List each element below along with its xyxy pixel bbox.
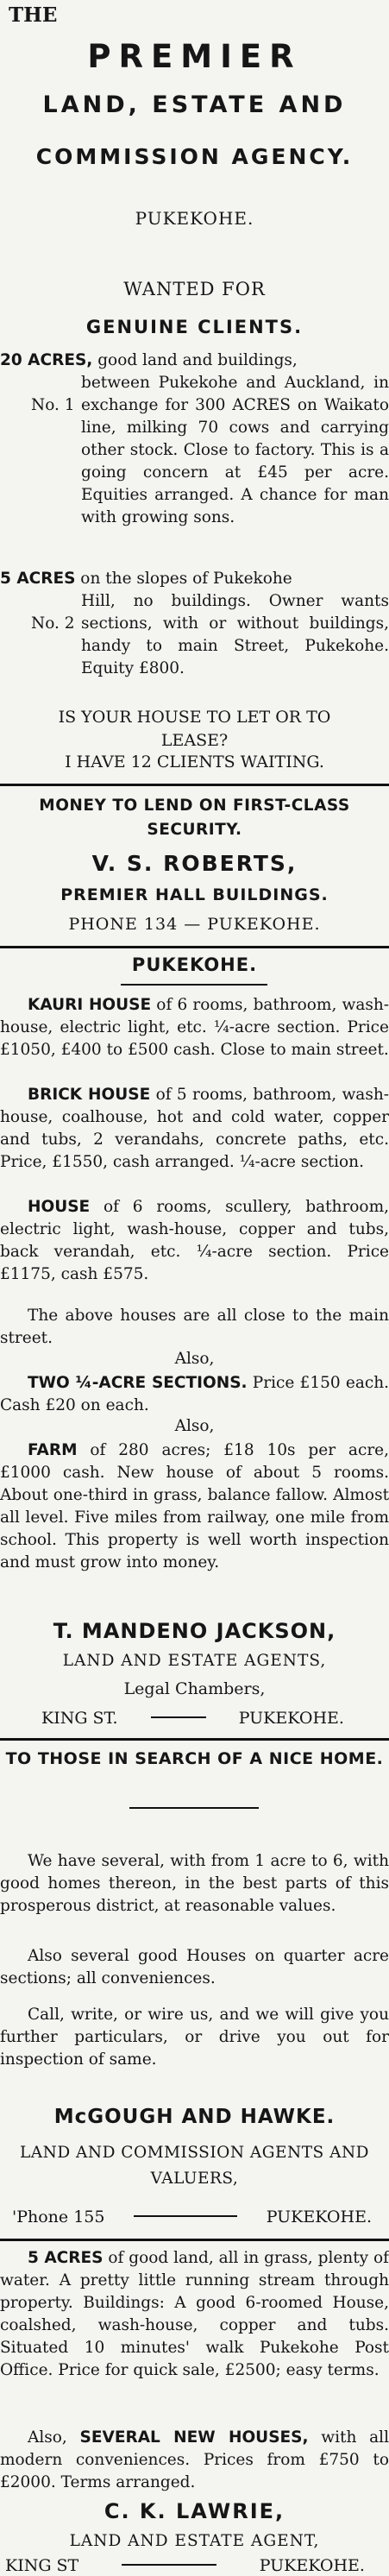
divider-rule (0, 2239, 389, 2241)
listing-number-one: No. 1 (31, 396, 75, 414)
two-sections-text: Price £150 each. Cash £20 on each. (0, 1374, 389, 1414)
five-acres-grass-lead: 5 ACRES (28, 2249, 104, 2267)
jackson-agent-title: LAND AND ESTATE AGENTS, (62, 1652, 327, 1670)
mcgough-firm-title: LAND AND COMMISSION AGENTS AND VALUERS, (20, 2144, 369, 2188)
listing-twenty-acres (0, 350, 389, 529)
quarter-acre-text: Also several good Houses on quarter acre sections; all conveniences. (0, 1947, 389, 1987)
jackson-pukekohe-heading: PUKEKOHE. (131, 954, 258, 975)
new-houses-prefix: Also, (28, 2428, 80, 2447)
quarter-acre-paragraph (0, 1945, 389, 1990)
listing-twenty-acres-text: between Pukekohe and Auckland, in exchange for 300 ACRES on Waikato line, milking 70 cows and carrying other stock. Close to factory. This is a going concern at £45 per acre. Equities arranged. A chance for man with growing sons. (81, 374, 389, 526)
house-to-let-question: IS YOUR HOUSE TO LET OR TO LEASE? (58, 708, 331, 750)
wanted-for-heading: WANTED FOR (123, 279, 266, 299)
listing-new-houses (0, 2427, 389, 2494)
premier-title: PREMIER (87, 38, 302, 75)
new-houses-text: with all modern conveniences. Prices from £750 to £2000. Terms arranged. (0, 2428, 389, 2491)
lawrie-street-label: KING ST (5, 2556, 79, 2575)
also-connector: Also, (174, 1350, 215, 1368)
listing-number-two: No. 2 (31, 614, 75, 633)
kauri-house-lead: KAURI HOUSE (28, 996, 152, 1014)
mcgough-town-label: PUKEKOHE. (266, 2208, 372, 2226)
roberts-agent-name: V. S. ROBERTS, (91, 851, 298, 876)
listing-two-sections (0, 1372, 389, 1417)
mcgough-firm-name: McGOUGH AND HAWKE. (53, 2106, 336, 2128)
listing-five-acres-text: Hill, no buildings. Owner wants sections, with or without buildings, handy to main Street, Pukekohe. Equity £800. (81, 592, 389, 677)
roberts-phone-line: PHONE 134 — PUKEKOHE. (68, 915, 321, 934)
divider-rule (0, 784, 389, 786)
six-room-house-text: of 6 rooms, scullery, bathroom, electric light, wash-house, copper and tubs, back verandah, etc. ¼-acre section. Price £1175, cash £575. (0, 1198, 389, 1283)
listing-five-acres-lead: 5 ACRES (0, 570, 76, 588)
listing-five-acres-hill (0, 568, 389, 680)
lawrie-agent-name: C. K. LAWRIE, (104, 2499, 285, 2523)
divider-rule (0, 946, 389, 948)
kauri-house-text: of 6 rooms, bathroom, wash-house, electric light, etc. ¼-acre section. Price £1050, £400 to £500 cash. Close to main street. (0, 996, 389, 1059)
five-acres-grass-text: of good land, all in grass, plenty of water. A pretty little running stream through property. Buildings: A good 6-roomed House, coalshed, wash-house, copper and tubs. Situated 10 minutes' walk Pukekohe Post Office. Price for quick sale, £2500; easy terms. (0, 2249, 389, 2379)
close-to-main-street-text: The above houses are all close to the main street. (0, 1307, 389, 1347)
address-dash (151, 1716, 206, 1718)
listing-farm (0, 1439, 389, 1574)
farm-lead: FARM (28, 1441, 78, 1459)
six-room-house-lead: HOUSE (28, 1198, 91, 1216)
divider-rule (0, 1738, 389, 1741)
close-to-main-street-note (0, 1305, 389, 1350)
nice-home-heading: TO THOSE IN SEARCH OF A NICE HOME. (5, 1749, 384, 1768)
jackson-agent-name: T. MANDENO JACKSON, (53, 1619, 336, 1643)
premier-hall-buildings: PREMIER HALL BUILDINGS. (60, 885, 329, 904)
clients-waiting-line: I HAVE 12 CLIENTS WAITING. (65, 753, 324, 772)
pukekohe-town-heading: PUKEKOHE. (135, 208, 254, 229)
call-write-text: Call, write, or wire us, and we will give you further particulars, or drive you out for inspection of same. (0, 2006, 389, 2069)
heading-underline (129, 1807, 259, 1809)
listing-six-room-house (0, 1196, 389, 1286)
heading-underline (121, 984, 267, 986)
brick-house-lead: BRICK HOUSE (28, 1086, 151, 1104)
lawrie-address-line (0, 2556, 389, 2575)
several-homes-text: We have several, with from 1 acre to 6, with good homes thereon, in the best parts of this prosperous district, at reasonable values. (0, 1852, 389, 1915)
money-to-lend-heading: MONEY TO LEND ON FIRST-CLASS SECURITY. (39, 797, 350, 839)
land-estate-heading: LAND, ESTATE AND (42, 91, 347, 118)
listing-five-acres-first-text: on the slopes of Pukekohe (75, 570, 292, 588)
call-write-paragraph (0, 2004, 389, 2071)
address-dash (122, 2564, 216, 2566)
listing-twenty-acres-body (0, 372, 389, 529)
jackson-town-label: PUKEKOHE. (238, 1709, 344, 1728)
listing-brick-house (0, 1084, 389, 1174)
lawrie-agent-title: LAND AND ESTATE AGENT, (69, 2532, 320, 2550)
listing-five-acres-grass (0, 2247, 389, 2382)
new-houses-lead: SEVERAL NEW HOUSES, (79, 2428, 309, 2447)
commission-agency-heading: COMMISSION AGENCY. (35, 144, 354, 169)
the-label: THE (9, 3, 58, 27)
listing-twenty-acres-first-text: good land and buildings, (92, 351, 298, 369)
two-sections-lead: TWO ¼-ACRE SECTIONS. (28, 1374, 248, 1392)
phone-dash (134, 2215, 237, 2217)
listing-five-acres-body (0, 590, 389, 680)
king-street-label: KING ST. (41, 1709, 118, 1728)
listing-twenty-acres-lead: 20 ACRES, (0, 351, 93, 369)
lawrie-town-label: PUKEKOHE. (259, 2556, 365, 2575)
legal-chambers-line: Legal Chambers, (123, 1679, 266, 1698)
genuine-clients-heading: GENUINE CLIENTS. (85, 317, 304, 337)
mcgough-phone-line (0, 2208, 389, 2226)
listing-kauri-house (0, 994, 389, 1061)
also-connector: Also, (174, 1417, 215, 1435)
farm-text: of 280 acres; £18 10s per acre, £1000 cash. New house of about 5 rooms. About one-third in grass, balance fallow. Almost all level. Five miles from railway, one mile from school. This property is well worth inspection and must grow into money. (0, 1441, 389, 1571)
several-homes-paragraph (0, 1850, 389, 1918)
jackson-address-line (0, 1709, 389, 1728)
listing-twenty-acres-first-line (0, 350, 389, 372)
mcgough-phone-label: 'Phone 155 (12, 2208, 105, 2226)
listing-five-acres-first-line (0, 568, 389, 590)
brick-house-text: of 5 rooms, bathroom, wash-house, coalhouse, hot and cold water, copper and tubs, 2 verandahs, concrete paths, etc. Price, £1550, cash arranged. ¼-acre section. (0, 1086, 389, 1171)
